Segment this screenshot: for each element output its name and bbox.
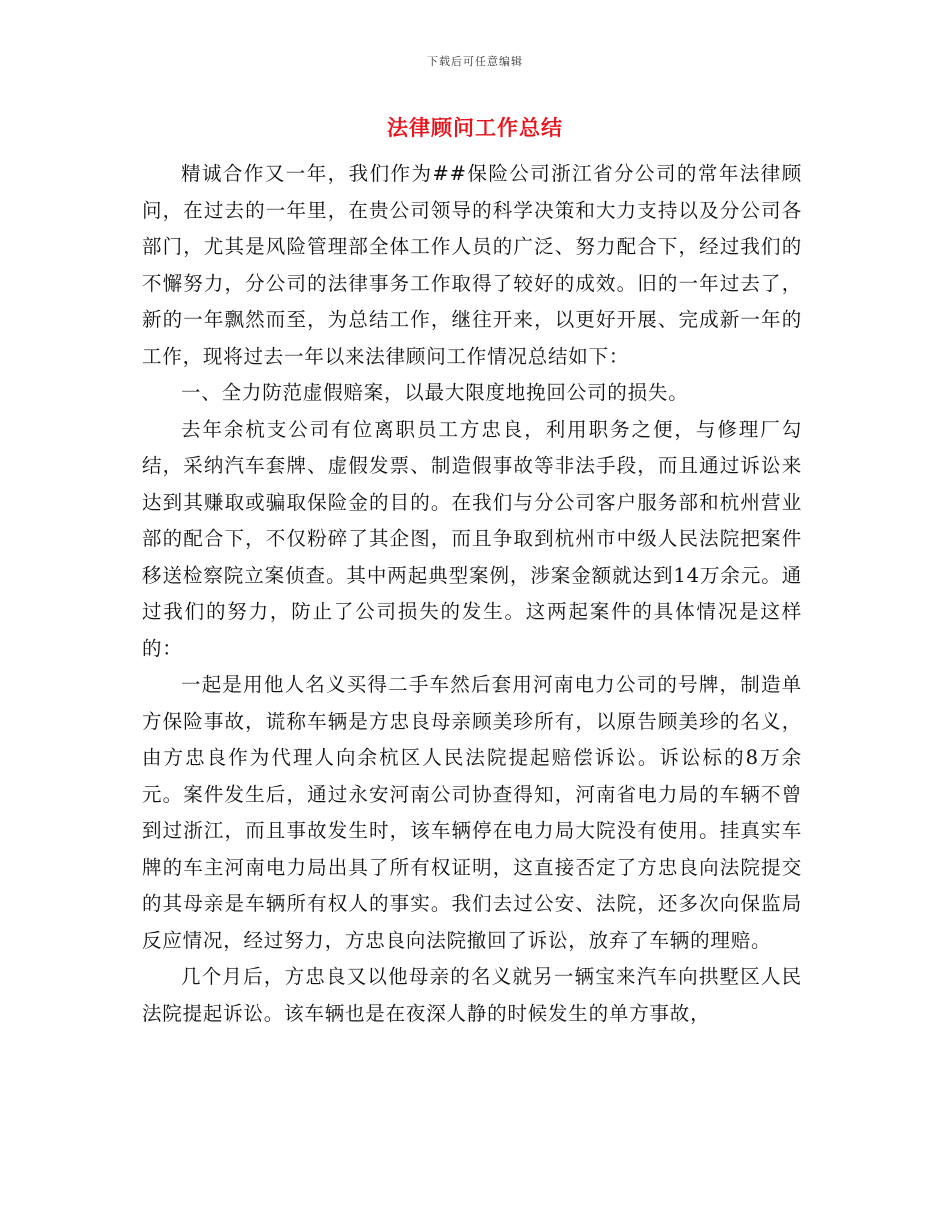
page-header-note: 下载后可任意编辑	[427, 55, 523, 68]
paragraph-intro: 精诚合作又一年，我们作为##保险公司浙江省分公司的常年法律顾问，在过去的一年里，在贵公司领导的科学决策和大力支持以及分公司各部门，尤其是风险管理部全体工作人员的广泛、努力配合下，经过我们的不懈努力，分公司的法律事务工作取得了较好的成效。旧的一年过去了，新的一年飘然而至，为总结工作，继往开来，以更好开展、完成新一年的工作，现将过去一年以来法律顾问工作情况总结如下：	[142, 162, 802, 368]
document-body	[142, 156, 802, 1032]
document-title: 法律顾问工作总结	[387, 115, 563, 140]
paragraph-case-one: 一起是用他人名义买得二手车然后套用河南电力公司的号牌，制造单方保险事故，谎称车辆是方忠良母亲顾美珍所有，以原告顾美珍的名义，由方忠良作为代理人向余杭区人民法院提起赔偿诉讼。诉讼标的8万余元。案件发生后，通过永安河南公司协查得知，河南省电力局的车辆不曾到过浙江，而且事故发生时，该车辆停在电力局大院没有使用。挂真实车牌的车主河南电力局出具了所有权证明，这直接否定了方忠良向法院提交的其母亲是车辆所有权人的事实。我们去过公安、法院，还多次向保监局反应情况，经过努力，方忠良向法院撤回了诉讼，放弃了车辆的理赔。	[142, 673, 802, 952]
paragraph-case-overview: 去年余杭支公司有位离职员工方忠良，利用职务之便，与修理厂勾结，采纳汽车套牌、虚假发票、制造假事故等非法手段，而且通过诉讼来达到其赚取或骗取保险金的目的。在我们与分公司客户服务部和杭州营业部的配合下，不仅粉碎了其企图，而且争取到杭州市中级人民法院把案件移送检察院立案侦查。其中两起典型案例，涉案金额就达到14万余元。通过我们的努力，防止了公司损失的发生。这两起案件的具体情况是这样的：	[142, 417, 802, 660]
paragraph-section-heading: 一、全力防范虚假赔案，以最大限度地挽回公司的损失。	[181, 381, 689, 404]
paragraph-case-two: 几个月后，方忠良又以他母亲的名义就另一辆宝来汽车向拱墅区人民法院提起诉讼。该车辆也是在夜深人静的时候发生的单方事故，	[142, 965, 802, 1025]
